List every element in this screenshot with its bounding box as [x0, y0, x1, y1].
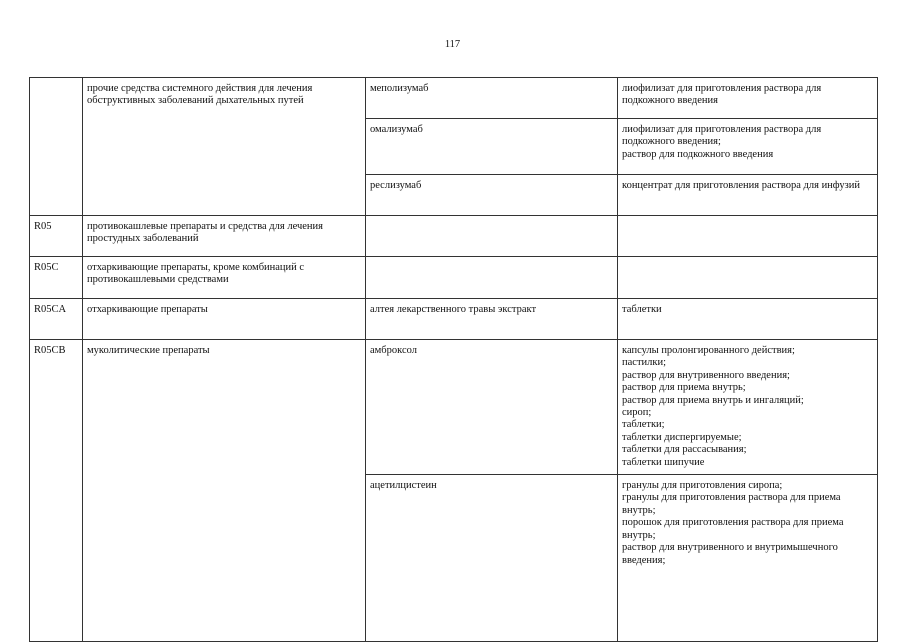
dosage-forms-cell — [618, 299, 878, 340]
substance-name-cell: реслизумаб — [366, 175, 618, 216]
dosage-forms-cell — [618, 216, 878, 257]
atc-code-cell: R05CA — [30, 299, 83, 340]
substance-name-cell: алтея лекарственного травы экстракт — [366, 299, 618, 340]
dosage-forms-cell — [618, 78, 878, 119]
drug-table — [29, 77, 878, 642]
dosage-forms-cell — [618, 257, 878, 299]
substance-name-cell — [366, 216, 618, 257]
dosage-form-line: раствор для подкожного введения — [622, 148, 774, 160]
dosage-form-line: гранулы для приготовления сиропа; — [622, 480, 783, 492]
dosage-form-line: раствор для внутривенного и внутримышечного введения; — [622, 542, 838, 566]
page-number: 117 — [444, 39, 461, 50]
dosage-form-line: капсулы пролонгированного действия; — [622, 345, 795, 356]
table-row — [30, 216, 878, 257]
atc-code-cell: R05C — [30, 257, 83, 299]
atc-code-cell — [30, 78, 83, 216]
dosage-form-line: таблетки — [622, 304, 662, 315]
substance-name-cell — [366, 257, 618, 299]
substance-name-cell: омализумаб — [366, 119, 618, 175]
table-row — [30, 78, 878, 119]
dosage-form-line: таблетки для рассасывания; — [622, 444, 747, 456]
dosage-form-line: таблетки шипучие — [622, 456, 705, 468]
table-row — [30, 257, 878, 299]
substance-name-cell: меполизумаб — [366, 78, 618, 119]
dosage-forms-cell — [618, 175, 878, 216]
group-name-cell: муколитические препараты — [83, 340, 366, 642]
dosage-form-line: раствор для приема внутрь; — [622, 382, 746, 394]
dosage-forms-cell — [618, 340, 878, 475]
dosage-form-line: порошок для приготовления раствора для приема внутрь; — [622, 517, 844, 541]
table-row — [30, 299, 878, 340]
group-name-cell: противокашлевые препараты и средства для лечения простудных заболеваний — [83, 216, 366, 257]
substance-name-cell: ацетилцистеин — [366, 475, 618, 642]
group-name-cell: отхаркивающие препараты — [83, 299, 366, 340]
group-name-cell: прочие средства системного действия для лечения обструктивных заболеваний дыхательных путей — [83, 78, 366, 216]
atc-code-cell: R05CB — [30, 340, 83, 642]
dosage-form-line: сироп; — [622, 407, 652, 419]
atc-code-cell: R05 — [30, 216, 83, 257]
table-body — [30, 78, 878, 642]
substance-name-cell: амброксол — [366, 340, 618, 475]
dosage-forms-cell — [618, 475, 878, 642]
dosage-form-line: гранулы для приготовления раствора для приема внутрь; — [622, 492, 841, 516]
dosage-form-line: лиофилизат для приготовления раствора для подкожного введения; — [622, 124, 822, 148]
dosage-form-line: лиофилизат для приготовления раствора для подкожного введения — [622, 83, 822, 107]
dosage-form-line: таблетки диспергируемые; — [622, 431, 742, 443]
table-row — [30, 340, 878, 475]
dosage-form-line: раствор для приема внутрь и ингаляций; — [622, 394, 804, 406]
dosage-form-line: концентрат для приготовления раствора для инфузий — [622, 180, 860, 191]
dosage-form-line: пастилки; — [622, 357, 667, 369]
dosage-forms-cell — [618, 119, 878, 175]
dosage-form-line: таблетки; — [622, 419, 665, 431]
group-name-cell: отхаркивающие препараты, кроме комбинаций с противокашлевыми средствами — [83, 257, 366, 299]
dosage-form-line: раствор для внутривенного введения; — [622, 369, 790, 381]
